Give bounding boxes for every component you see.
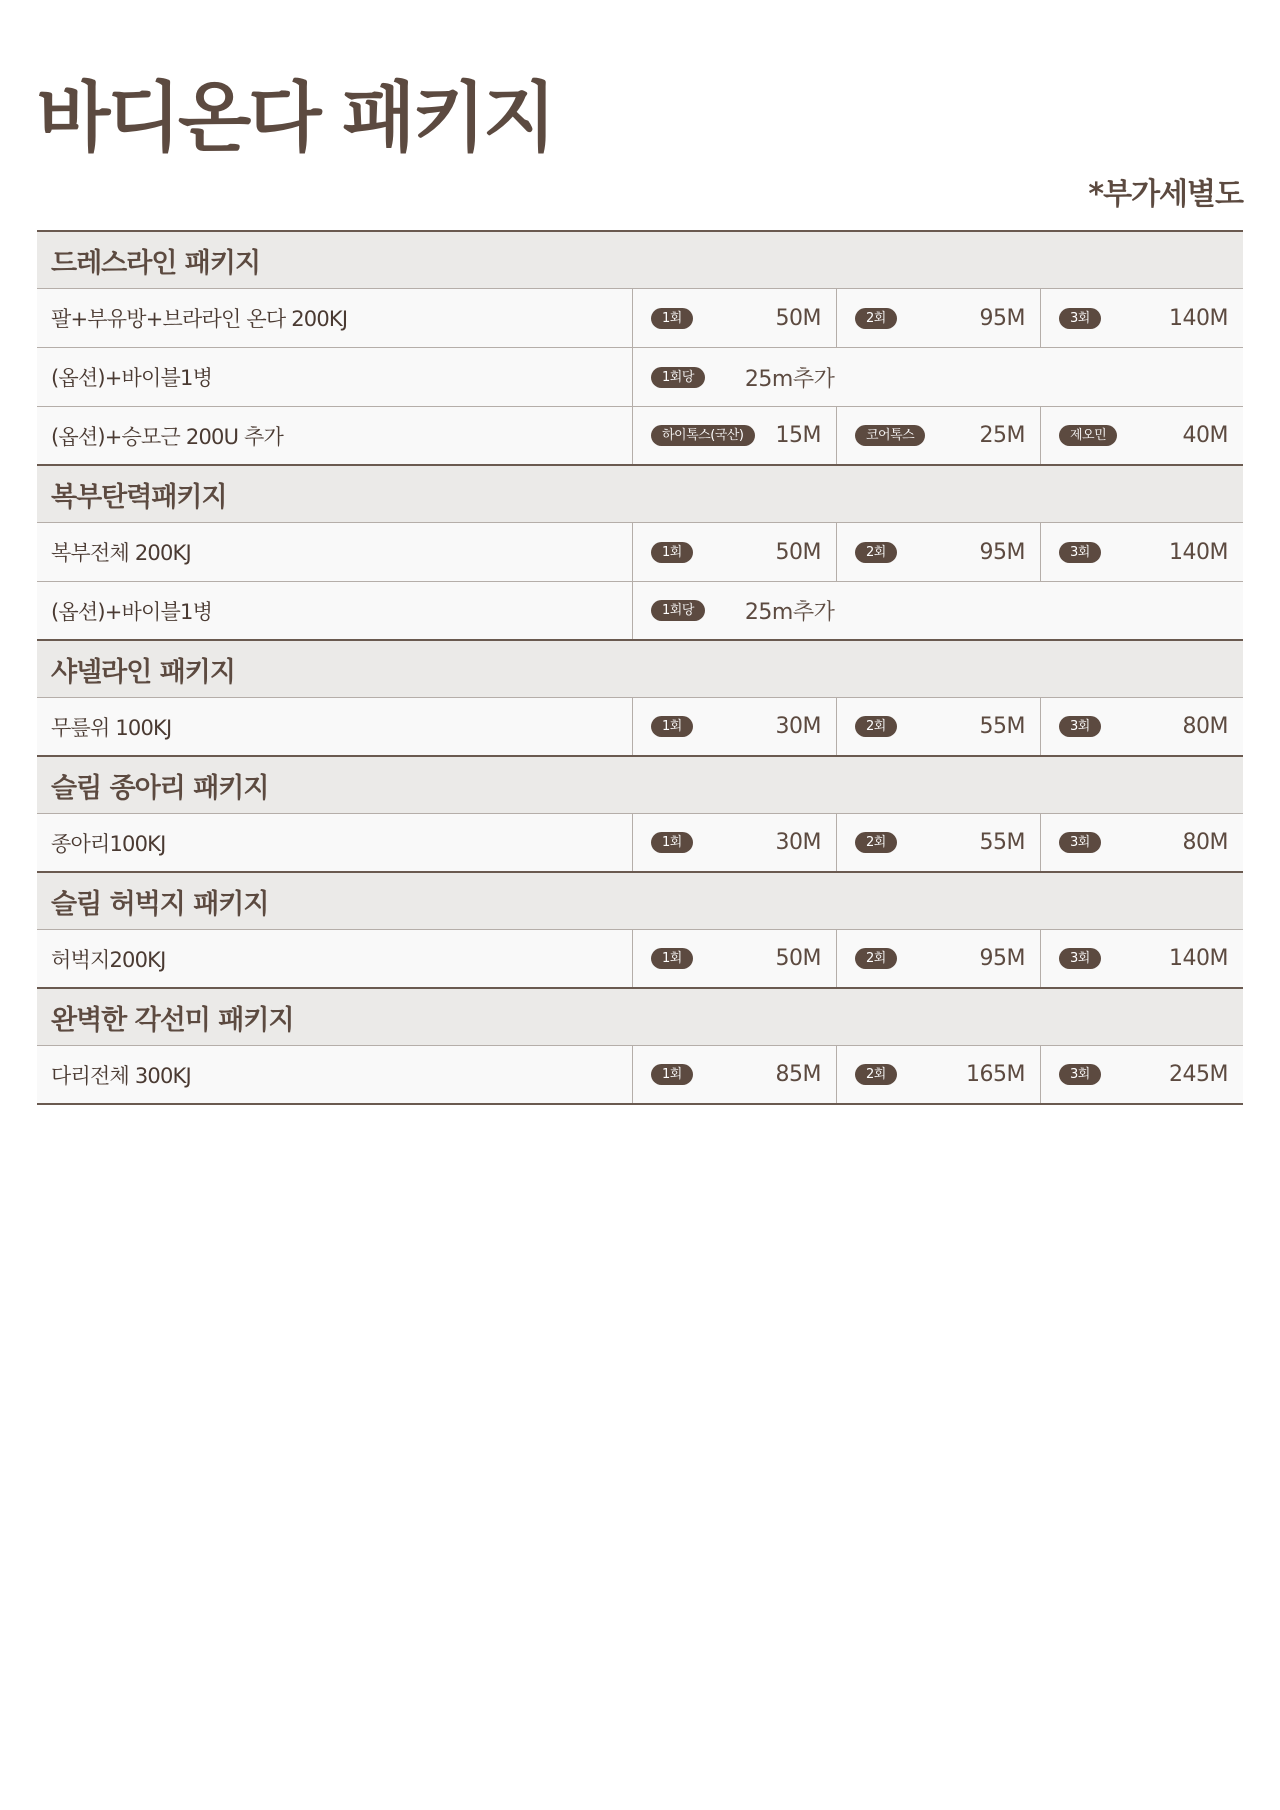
price-value: 95M <box>979 946 1025 971</box>
price-cell <box>837 523 1041 581</box>
price-cell <box>633 1046 837 1103</box>
price-value: 55M <box>979 830 1025 855</box>
session-badge: 제오민 <box>1059 425 1117 446</box>
price-cells <box>633 814 1243 871</box>
table-row <box>37 1046 1243 1105</box>
session-badge: 3회 <box>1059 948 1101 969</box>
session-badge: 3회 <box>1059 308 1101 329</box>
table-row <box>37 348 1243 407</box>
price-value: 95M <box>979 539 1025 565</box>
item-name: 무릎위 100KJ <box>51 715 172 740</box>
option-price-cell <box>633 582 1243 639</box>
session-badge: 2회 <box>855 308 897 329</box>
price-cell <box>633 523 837 581</box>
price-value: 50M <box>775 305 821 331</box>
section-header <box>37 232 1243 289</box>
price-value: 25M <box>979 423 1025 448</box>
session-badge: 1회 <box>651 716 693 737</box>
price-value: 30M <box>775 714 821 739</box>
session-badge: 3회 <box>1059 832 1101 853</box>
price-cell <box>837 698 1041 755</box>
session-badge: 코어톡스 <box>855 425 925 446</box>
item-name-cell <box>37 1046 633 1103</box>
price-cell <box>1041 407 1243 464</box>
item-name-cell <box>37 348 633 406</box>
session-badge: 2회 <box>855 832 897 853</box>
session-badge: 2회 <box>855 542 897 563</box>
session-badge: 2회 <box>855 716 897 737</box>
price-cell <box>837 814 1041 871</box>
section-header <box>37 757 1243 814</box>
table-row <box>37 289 1243 348</box>
price-value: 245M <box>1169 1062 1228 1087</box>
item-name: (옵션)+바이블1병 <box>51 599 213 624</box>
price-value: 40M <box>1182 423 1228 448</box>
price-cells <box>633 523 1243 581</box>
per-session-badge: 1회당 <box>651 600 705 621</box>
item-name-cell <box>37 523 633 581</box>
price-cell <box>633 289 837 347</box>
section-title: 샤넬라인 패키지 <box>51 656 235 688</box>
section-header <box>37 466 1243 523</box>
price-cell <box>837 407 1041 464</box>
item-name-cell <box>37 930 633 987</box>
section-header <box>37 873 1243 930</box>
session-badge: 1회 <box>651 948 693 969</box>
section-title: 복부탄력패키지 <box>51 481 227 513</box>
session-badge: 하이톡스(국산) <box>651 425 755 446</box>
price-value: 80M <box>1182 714 1228 739</box>
session-badge: 1회 <box>651 832 693 853</box>
session-badge: 1회 <box>651 1064 693 1085</box>
price-table <box>37 230 1243 1105</box>
item-name: (옵션)+승모근 200U 추가 <box>51 424 283 449</box>
price-value: 30M <box>775 830 821 855</box>
price-value: 85M <box>775 1062 821 1087</box>
per-session-badge: 1회당 <box>651 367 705 388</box>
price-value: 140M <box>1169 305 1228 331</box>
price-value: 95M <box>979 305 1025 331</box>
table-row <box>37 698 1243 757</box>
item-name-cell <box>37 814 633 871</box>
price-cell <box>1041 698 1243 755</box>
section-title: 드레스라인 패키지 <box>51 247 261 279</box>
price-value: 50M <box>775 539 821 565</box>
table-row <box>37 523 1243 582</box>
item-name: 허벅지200KJ <box>51 947 166 972</box>
option-price-cell <box>633 348 1243 406</box>
item-name: 다리전체 300KJ <box>51 1063 191 1088</box>
price-value: 140M <box>1169 946 1228 971</box>
price-cell <box>633 407 837 464</box>
price-cells <box>633 1046 1243 1103</box>
price-value: 165M <box>966 1062 1025 1087</box>
session-badge: 3회 <box>1059 542 1101 563</box>
session-badge: 1회 <box>651 308 693 329</box>
price-cell <box>1041 523 1243 581</box>
price-value: 140M <box>1169 539 1228 565</box>
price-cell <box>837 289 1041 347</box>
price-value: 80M <box>1182 830 1228 855</box>
price-cells <box>633 582 1243 639</box>
price-cells <box>633 407 1243 464</box>
item-name: 종아리100KJ <box>51 831 166 856</box>
section-header <box>37 641 1243 698</box>
item-name: (옵션)+바이블1병 <box>51 366 213 390</box>
section-title: 슬림 허벅지 패키지 <box>51 888 269 920</box>
price-cell <box>633 930 837 987</box>
item-name: 팔+부유방+브라라인 온다 200KJ <box>51 307 348 331</box>
option-price-value: 25m추가 <box>744 366 835 392</box>
price-cells <box>633 348 1243 406</box>
price-cells <box>633 698 1243 755</box>
session-badge: 3회 <box>1059 716 1101 737</box>
item-name-cell <box>37 698 633 755</box>
table-row <box>37 930 1243 989</box>
session-badge: 2회 <box>855 1064 897 1085</box>
price-cell <box>1041 1046 1243 1103</box>
item-name-cell <box>37 407 633 464</box>
table-row <box>37 407 1243 466</box>
session-badge: 1회 <box>651 542 693 563</box>
page-title: 바디온다 패키지 <box>37 73 554 162</box>
item-name: 복부전체 200KJ <box>51 541 191 565</box>
price-cells <box>633 930 1243 987</box>
table-row <box>37 814 1243 873</box>
section-header <box>37 989 1243 1046</box>
price-cell <box>837 1046 1041 1103</box>
table-row <box>37 582 1243 641</box>
price-cell <box>633 698 837 755</box>
price-cell <box>837 930 1041 987</box>
option-price-value: 25m추가 <box>744 600 835 625</box>
price-value: 15M <box>775 423 821 448</box>
section-title: 완벽한 각선미 패키지 <box>51 1004 294 1036</box>
vat-note: *부가세별도 <box>1088 177 1243 212</box>
price-cell <box>1041 930 1243 987</box>
session-badge: 3회 <box>1059 1064 1101 1085</box>
price-value: 55M <box>979 714 1025 739</box>
session-badge: 2회 <box>855 948 897 969</box>
price-cell <box>1041 814 1243 871</box>
price-cell <box>633 814 837 871</box>
price-cells <box>633 289 1243 347</box>
price-value: 50M <box>775 946 821 971</box>
price-cell <box>1041 289 1243 347</box>
item-name-cell <box>37 289 633 347</box>
item-name-cell <box>37 582 633 639</box>
section-title: 슬림 종아리 패키지 <box>51 772 269 804</box>
